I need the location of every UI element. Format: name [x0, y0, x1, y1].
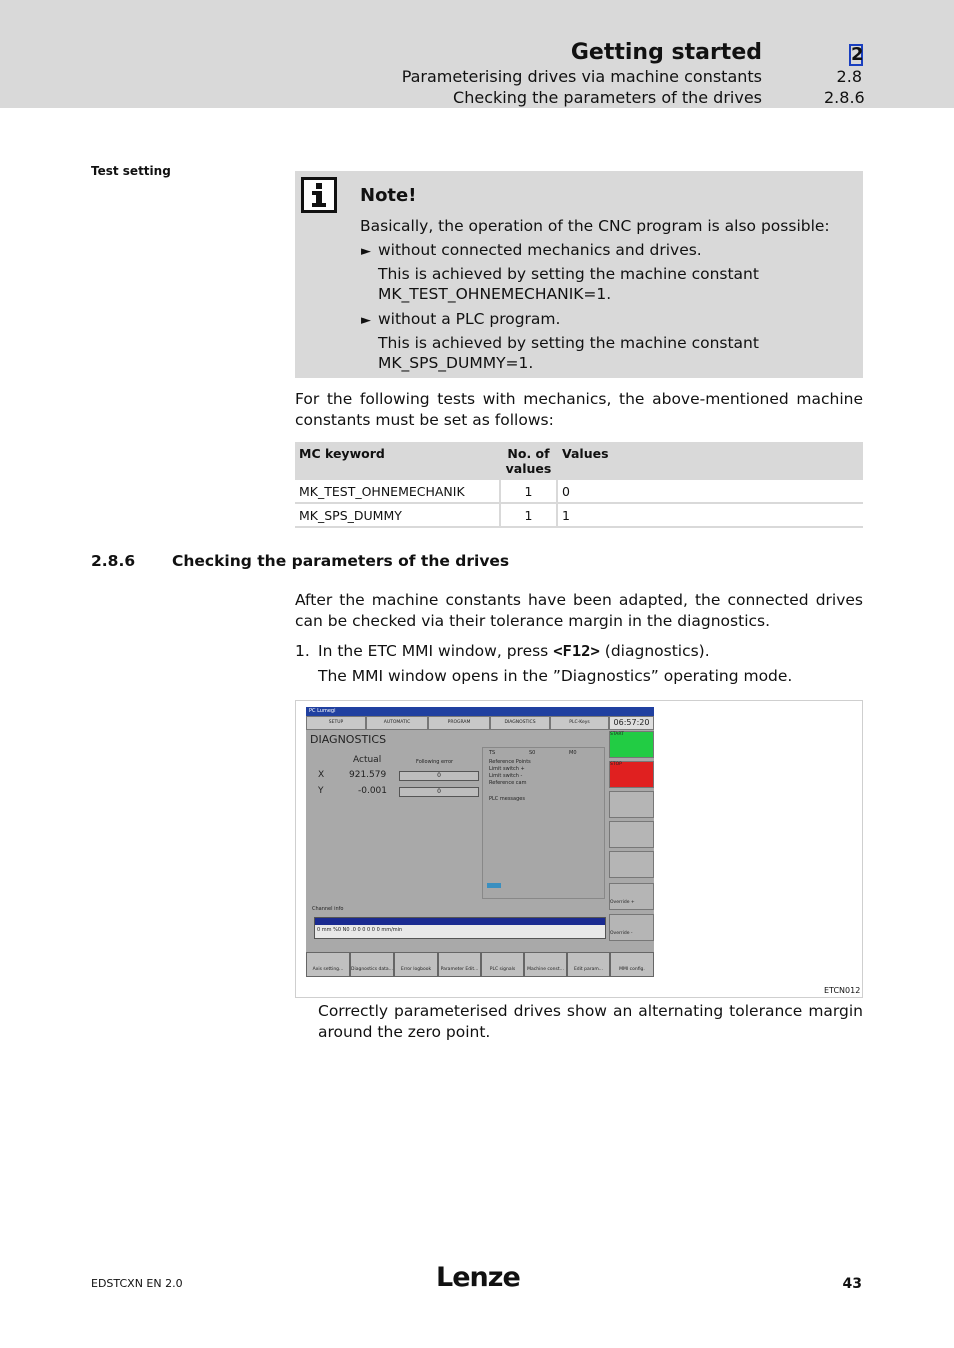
- channel-info-row: 0 mm %0 N0 .0 0 0 0 0 0 mm/min: [317, 927, 403, 933]
- intro-paragraph: For the following tests with mechanics, the above-mentioned machine constants must be set as follows:: [295, 390, 863, 429]
- col-header-count: No. of values: [500, 442, 557, 480]
- mmi-screenshot: [306, 707, 654, 977]
- lenze-logo: Lenze: [436, 1262, 520, 1293]
- panel-ts: TS: [489, 750, 496, 756]
- machine-constants-table: [295, 442, 863, 528]
- actual-x-value: 921.579: [349, 770, 387, 780]
- following-error-x-field: 0: [399, 771, 479, 781]
- axis-x-label: X: [318, 770, 325, 780]
- side-button[interactable]: [609, 821, 654, 848]
- step-text-after: (diagnostics).: [599, 642, 710, 660]
- menu-automatic[interactable]: AUTOMATIC: [366, 716, 428, 730]
- table-header-row: [295, 442, 863, 480]
- section-number-2: 2.8.6: [824, 88, 865, 107]
- fkey-machine-const[interactable]: Machine const...: [524, 952, 567, 977]
- panel-s0: S0: [529, 750, 536, 756]
- col-header-values: Values: [557, 442, 863, 480]
- side-button[interactable]: [609, 851, 654, 878]
- section-title: Checking the parameters of the drives: [172, 552, 510, 570]
- menu-setup[interactable]: SETUP: [306, 716, 366, 730]
- window-titlebar: PC Lumegi: [306, 707, 654, 716]
- section-breadcrumb-1: Parameterising drives via machine constants: [401, 67, 762, 86]
- bullet-arrow-icon: ►: [361, 313, 371, 328]
- note-intro: Basically, the operation of the CNC program is also possible:: [360, 217, 830, 235]
- table-row: [295, 503, 863, 527]
- panel-m0: M0: [569, 750, 577, 756]
- note-title: Note!: [360, 185, 417, 206]
- menu-plc-keys[interactable]: PLC-Keys: [550, 716, 609, 730]
- following-error-label: Following error: [416, 759, 454, 765]
- note-bullet-1-detail-2: MK_TEST_OHNEMECHANIK=1.: [378, 285, 612, 303]
- status-panel: [482, 747, 605, 899]
- fkey-edit-param[interactable]: Edit param...: [567, 952, 610, 977]
- note-bullet-2-detail-2: MK_SPS_DUMMY=1.: [378, 354, 534, 372]
- step-number: 1.: [295, 642, 310, 660]
- start-button[interactable]: START: [609, 731, 654, 758]
- fkey-mmi-config[interactable]: MMI config.: [610, 952, 654, 977]
- table-cell: MK_TEST_OHNEMECHANIK: [295, 480, 500, 503]
- note-bullet-1-detail-1: This is achieved by setting the machine constant: [378, 265, 759, 283]
- table-cell: 1: [500, 503, 557, 527]
- side-label: Test setting: [91, 164, 171, 178]
- channel-info-panel: [314, 917, 606, 939]
- progress-indicator: [487, 883, 501, 888]
- col-header-keyword: MC keyword: [295, 442, 500, 480]
- footer-doc-id: EDSTCXN EN 2.0: [91, 1277, 183, 1290]
- channel-info-label: Channel info: [312, 906, 344, 912]
- step-result: The MMI window opens in the ”Diagnostics” operating mode.: [318, 667, 793, 685]
- fkey-parameter-edit[interactable]: Parameter Edit...: [438, 952, 481, 977]
- override-minus-button[interactable]: Override -: [609, 914, 654, 941]
- diagnostics-heading: DIAGNOSTICS: [310, 733, 387, 746]
- table-row: [295, 480, 863, 503]
- note-bullet-1: without connected mechanics and drives.: [378, 241, 702, 259]
- panel-line: Limit switch +: [489, 766, 525, 772]
- actual-y-value: -0.001: [358, 786, 388, 796]
- table-cell: 1: [557, 503, 863, 527]
- fkey-diagnostics-data[interactable]: Diagnostics data...: [350, 952, 394, 977]
- fkey-plc-signals[interactable]: PLC signals: [481, 952, 524, 977]
- chapter-number-badge: 2: [851, 44, 864, 65]
- menu-diagnostics[interactable]: DIAGNOSTICS: [490, 716, 550, 730]
- table-cell: 1: [500, 480, 557, 503]
- info-icon: [301, 177, 337, 213]
- note-bullet-2-detail-1: This is achieved by setting the machine constant: [378, 334, 759, 352]
- clock: 06:57:20: [609, 716, 654, 730]
- chapter-title: Getting started: [570, 40, 762, 65]
- following-error-y-field: 0: [399, 787, 479, 797]
- table-cell: 0: [557, 480, 863, 503]
- axis-y-label: Y: [318, 786, 324, 796]
- page-number: 43: [842, 1276, 862, 1292]
- side-button[interactable]: [609, 791, 654, 818]
- table-cell: MK_SPS_DUMMY: [295, 503, 500, 527]
- f12-key: <F12>: [553, 642, 600, 660]
- channel-info-header: [315, 918, 605, 925]
- figure-id: ETCN012: [824, 986, 861, 995]
- override-plus-button[interactable]: Override +: [609, 883, 654, 910]
- step-instruction: [318, 642, 710, 660]
- stop-button[interactable]: STOP: [609, 761, 654, 788]
- section-breadcrumb-2: Checking the parameters of the drives: [453, 88, 762, 107]
- closing-paragraph: Correctly parameterised drives show an alternating tolerance margin around the zero point.: [318, 1002, 863, 1041]
- fkey-error-logbook[interactable]: Error logbook: [394, 952, 438, 977]
- fkey-axis-setting[interactable]: Axis setting...: [306, 952, 350, 977]
- note-bullet-2: without a PLC program.: [378, 310, 561, 328]
- panel-line: Limit switch -: [489, 773, 523, 779]
- panel-line: Reference Points: [489, 759, 531, 765]
- menu-program[interactable]: PROGRAM: [428, 716, 490, 730]
- actual-label: Actual: [353, 755, 382, 765]
- bullet-arrow-icon: ►: [361, 244, 371, 259]
- plc-messages-label: PLC messages: [489, 796, 525, 802]
- section-number: 2.8.6: [91, 552, 136, 570]
- section-number-1: 2.8: [836, 67, 862, 86]
- step-text-before: In the ETC MMI window, press: [318, 642, 554, 660]
- section-paragraph: After the machine constants have been adapted, the connected drives can be checked via their tolerance margin in the diagnostics.: [295, 591, 863, 630]
- panel-line: Reference cam: [489, 780, 527, 786]
